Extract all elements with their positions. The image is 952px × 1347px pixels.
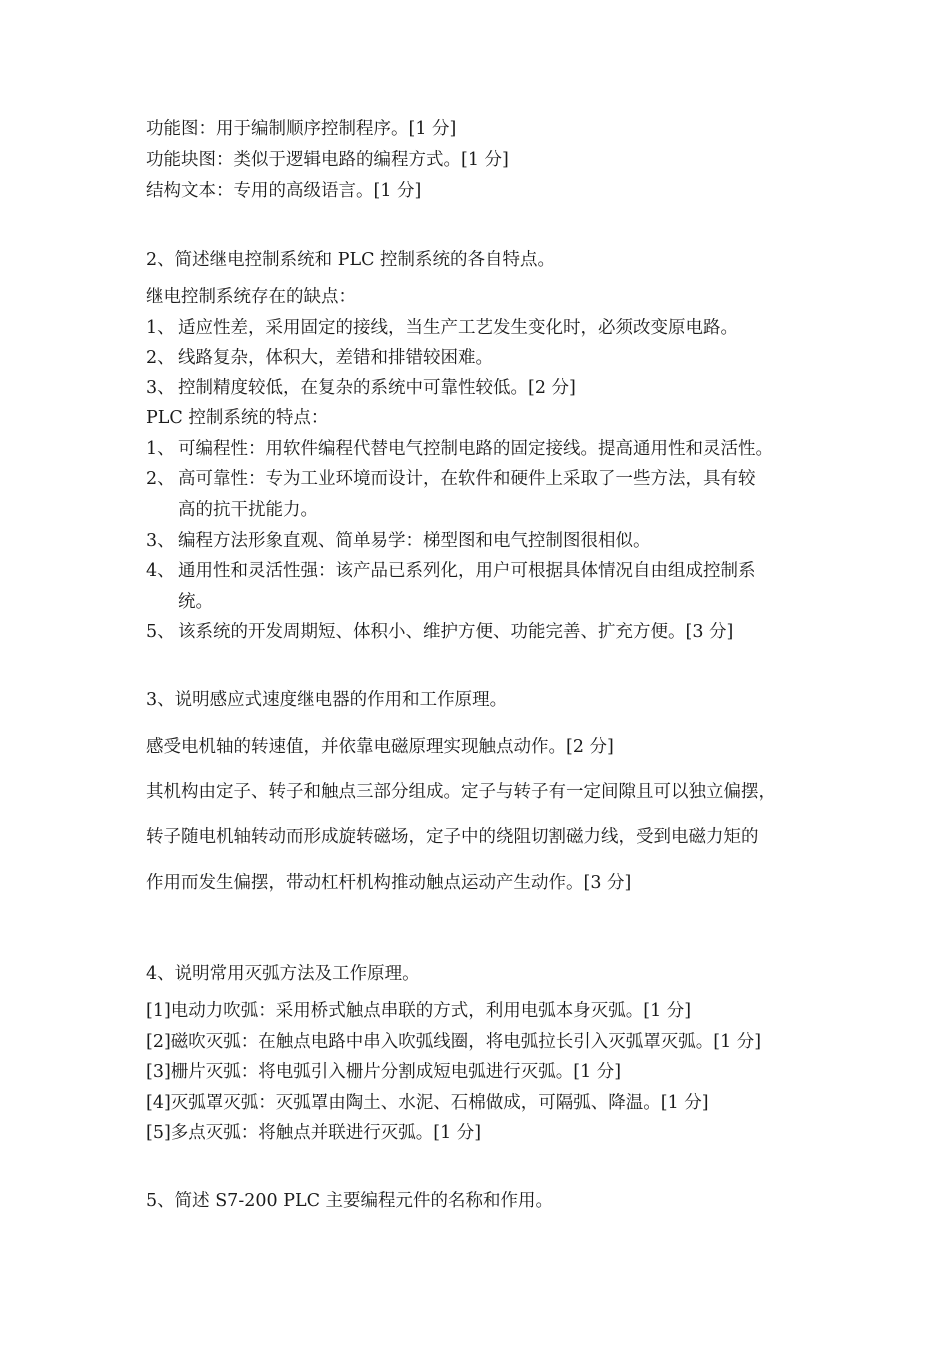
list-text-continuation: 统。: [178, 592, 213, 612]
q4-line: [2]磁吹灭弧：在触点电路中串入吹弧线圈，将电弧拉长引入灭弧罩灭弧。[1 分]: [146, 1032, 762, 1052]
q3-line: 感受电机轴的转速值，并依靠电磁原理实现触点动作。[2 分]: [146, 737, 614, 757]
list-text-continuation: 高的抗干扰能力。: [178, 500, 318, 520]
list-item: [146, 471, 756, 489]
list-item: [146, 533, 651, 551]
list-number: 3、: [146, 531, 175, 551]
q3-line: 转子随电机轴转动而形成旋转磁场，定子中的绕阻切割磁力线，受到电磁力矩的: [146, 827, 759, 847]
q4-line: [4]灭弧罩灭弧：灭弧罩由陶土、水泥、石棉做成，可隔弧、降温。[1 分]: [146, 1093, 709, 1113]
list-number: 5、: [146, 622, 175, 642]
q4-title: 4、说明常用灭弧方法及工作原理。: [146, 964, 420, 984]
q3-line: 作用而发生偏摆，带动杠杆机构推动触点运动产生动作。[3 分]: [146, 873, 632, 893]
list-number: 4、: [146, 561, 175, 581]
list-number: 1、: [146, 439, 175, 459]
list-item: [146, 563, 756, 581]
q2-title: 2、简述继电控制系统和 PLC 控制系统的各自特点。: [146, 250, 556, 270]
q3-title: 3、说明感应式速度继电器的作用和工作原理。: [146, 690, 508, 710]
q2-plc-heading: PLC 控制系统的特点：: [146, 408, 329, 428]
q2-relay-heading: 继电控制系统存在的缺点：: [146, 287, 356, 307]
list-text: 该系统的开发周期短、体积小、维护方便、功能完善、扩充方便。[3 分]: [178, 622, 734, 642]
list-number: 3、: [146, 378, 175, 398]
list-item: [146, 380, 576, 398]
list-text: 高可靠性：专为工业环境而设计，在软件和硬件上采取了一些方法，具有较: [178, 469, 756, 489]
list-text: 控制精度较低，在复杂的系统中可靠性较低。[2 分]: [178, 378, 576, 398]
q3-line: 其机构由定子、转子和触点三部分组成。定子与转子有一定间隙且可以独立偏摆，: [146, 782, 776, 802]
list-item: [146, 350, 493, 368]
q4-line: [3]栅片灭弧：将电弧引入栅片分割成短电弧进行灭弧。[1 分]: [146, 1062, 622, 1082]
q4-line: [5]多点灭弧：将触点并联进行灭弧。[1 分]: [146, 1123, 482, 1143]
q4-line: [1]电动力吹弧：采用桥式触点串联的方式，利用电弧本身灭弧。[1 分]: [146, 1001, 692, 1021]
list-text: 通用性和灵活性强：该产品已系列化，用户可根据具体情况自由组成控制系: [178, 561, 756, 581]
list-number: 1、: [146, 318, 175, 338]
list-number: 2、: [146, 469, 175, 489]
intro-line: 功能图：用于编制顺序控制程序。[1 分]: [146, 119, 457, 139]
list-number: 2、: [146, 348, 175, 368]
list-item: [146, 320, 738, 338]
q5-title: 5、简述 S7-200 PLC 主要编程元件的名称和作用。: [146, 1191, 554, 1211]
list-text: 编程方法形象直观、简单易学：梯型图和电气控制图很相似。: [178, 531, 651, 551]
list-text: 可编程性：用软件编程代替电气控制电路的固定接线。提高通用性和灵活性。: [178, 439, 773, 459]
list-text: 适应性差，采用固定的接线，当生产工艺发生变化时，必须改变原电路。: [178, 318, 738, 338]
intro-line: 功能块图：类似于逻辑电路的编程方式。[1 分]: [146, 150, 509, 170]
list-item: [146, 624, 733, 642]
intro-line: 结构文本：专用的高级语言。[1 分]: [146, 181, 422, 201]
list-item: [146, 441, 773, 459]
list-text: 线路复杂，体积大，差错和排错较困难。: [178, 348, 493, 368]
